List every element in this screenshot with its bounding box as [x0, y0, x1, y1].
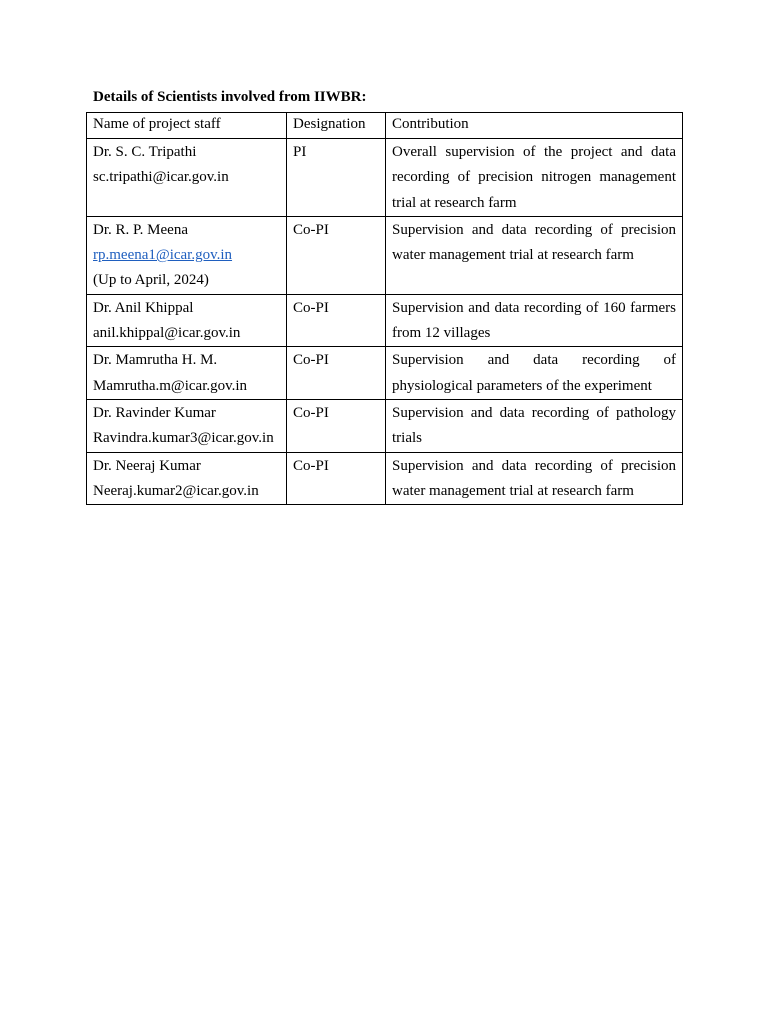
- staff-name: Dr. Mamrutha H. M.: [93, 352, 218, 369]
- column-header-name: Name of project staff: [87, 113, 287, 139]
- designation-cell: Co-PI: [287, 294, 386, 347]
- staff-note: (Up to April, 2024): [93, 272, 209, 289]
- designation-cell: PI: [287, 139, 386, 217]
- table-row: [87, 139, 683, 217]
- designation-cell: Co-PI: [287, 399, 386, 452]
- table-row: [87, 347, 683, 400]
- designation-cell: Co-PI: [287, 452, 386, 505]
- staff-name: Dr. S. C. Tripathi: [93, 144, 197, 160]
- section-heading: Details of Scientists involved from IIWBR:: [93, 89, 367, 105]
- staff-email: Neeraj.kumar2@icar.gov.in: [93, 482, 259, 499]
- table-row: [87, 452, 683, 505]
- table-row: [87, 399, 683, 452]
- table-header-row: [87, 113, 683, 139]
- contribution-cell: Overall supervision of the project and data recording of precision nitrogen management trial at research farm: [386, 139, 683, 217]
- staff-email: anil.khippal@icar.gov.in: [93, 325, 241, 342]
- staff-name: Dr. Ravinder Kumar: [93, 404, 216, 421]
- contribution-cell: Supervision and data recording of precision water management trial at research farm: [386, 216, 683, 294]
- staff-name: Dr. R. P. Meena: [93, 221, 188, 238]
- table-row: [87, 294, 683, 347]
- staff-name-cell: [87, 399, 287, 452]
- designation-cell: Co-PI: [287, 216, 386, 294]
- table-row: [87, 216, 683, 294]
- staff-name-cell: [87, 294, 287, 347]
- staff-name-cell: [87, 452, 287, 505]
- scientists-table: [86, 112, 683, 505]
- designation-cell: Co-PI: [287, 347, 386, 400]
- contribution-cell: Supervision and data recording of 160 farmers from 12 villages: [386, 294, 683, 347]
- staff-email-link[interactable]: rp.meena1@icar.gov.in: [93, 247, 233, 264]
- staff-name-cell: [87, 216, 287, 294]
- staff-email: Mamrutha.m@icar.gov.in: [93, 377, 248, 394]
- column-header-contribution: Contribution: [386, 113, 683, 139]
- staff-name-cell: [87, 347, 287, 400]
- staff-email-link-wrap: [93, 243, 280, 268]
- staff-name: Dr. Neeraj Kumar: [93, 457, 201, 474]
- contribution-cell: Supervision and data recording of physiological parameters of the experiment: [386, 347, 683, 400]
- staff-name: Dr. Anil Khippal: [93, 299, 194, 316]
- column-header-designation: Designation: [287, 113, 386, 139]
- staff-name-cell: [87, 139, 287, 217]
- staff-email: sc.tripathi@icar.gov.in: [93, 169, 229, 186]
- contribution-cell: Supervision and data recording of pathology trials: [386, 399, 683, 452]
- staff-email: Ravindra.kumar3@icar.gov.in: [93, 430, 274, 447]
- contribution-cell: Supervision and data recording of precision water management trial at research farm: [386, 452, 683, 505]
